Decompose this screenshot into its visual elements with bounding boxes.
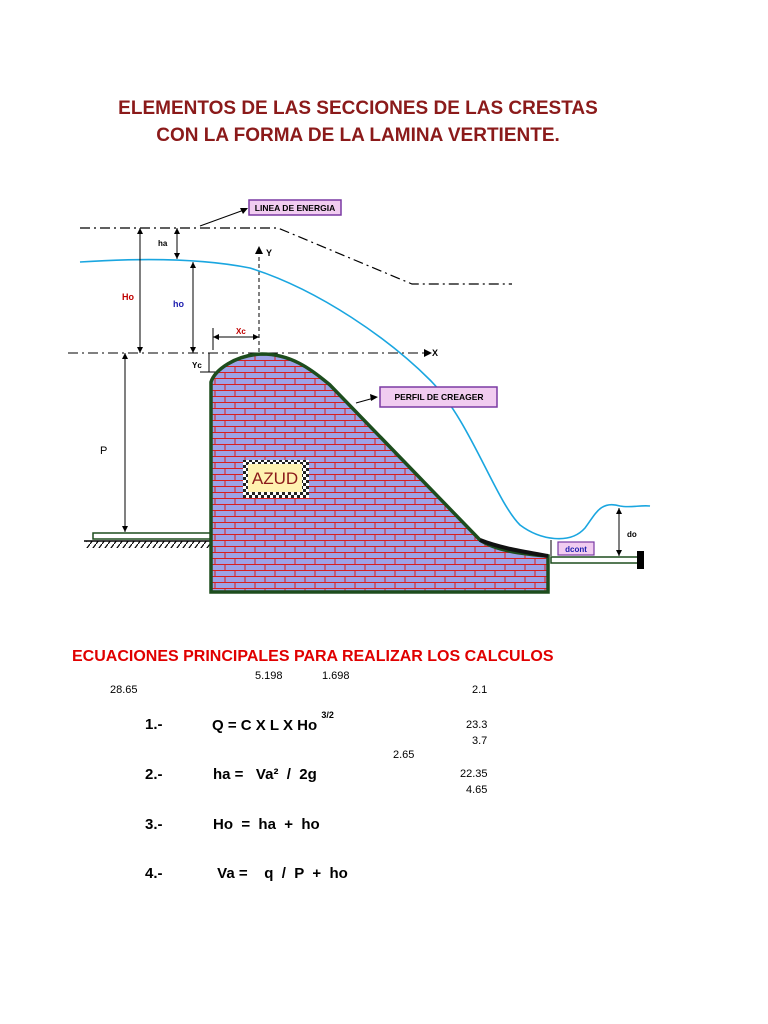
number: 5.198 <box>255 670 283 682</box>
equation-3-index: 3.- <box>145 816 163 833</box>
equation-1-index: 1.- <box>145 716 163 733</box>
Ho-label: Ho <box>122 292 134 302</box>
number: 1.698 <box>322 670 350 682</box>
number: 23.3 <box>466 719 488 731</box>
title-line-1: ELEMENTOS DE LAS SECCIONES DE LAS CRESTAS <box>118 98 598 119</box>
number: 2.1 <box>472 684 488 696</box>
energy-pointer <box>200 210 244 226</box>
equation-2-formula: ha = Va² / 2g <box>213 766 317 783</box>
energy-line-label: LINEA DE ENERGIA <box>254 203 336 213</box>
Yc-label: Yc <box>192 361 202 370</box>
creager-label: PERFIL DE CREAGER <box>394 392 484 402</box>
equation-1-exponent: 3/2 <box>321 710 334 720</box>
azud-label: AZUD <box>251 469 299 488</box>
Xc-label: Xc <box>236 327 246 336</box>
equation-4-index: 4.- <box>145 865 163 882</box>
weir-diagram <box>0 180 768 610</box>
upstream-ground <box>93 533 211 539</box>
x-axis-label: X <box>432 348 439 358</box>
energy-line <box>80 228 512 284</box>
P-label: P <box>100 445 108 457</box>
equations-heading: ECUACIONES PRINCIPALES PARA REALIZAR LOS CALCULOS <box>72 648 554 665</box>
equation-2-index: 2.- <box>145 766 163 783</box>
y-axis-label: Y <box>266 248 273 258</box>
equation-4-formula: Va = q / P + ho <box>213 865 348 882</box>
number: 28.65 <box>110 684 138 696</box>
number: 2.65 <box>393 749 415 761</box>
number: 22.35 <box>460 768 488 780</box>
do-label: do <box>627 530 637 539</box>
number: 3.7 <box>472 735 488 747</box>
equation-1-formula: Q = C X L X Ho <box>212 717 318 734</box>
number: 4.65 <box>466 784 488 796</box>
downstream-ground <box>551 557 641 563</box>
title-line-2: CON LA FORMA DE LA LAMINA VERTIENTE. <box>156 125 560 146</box>
ha-label: ha <box>158 239 168 248</box>
ho-label: ho <box>173 299 184 309</box>
dcont-label: dcont <box>565 545 587 554</box>
equation-1 <box>212 710 334 734</box>
equation-3-formula: Ho = ha + ho <box>213 816 320 833</box>
